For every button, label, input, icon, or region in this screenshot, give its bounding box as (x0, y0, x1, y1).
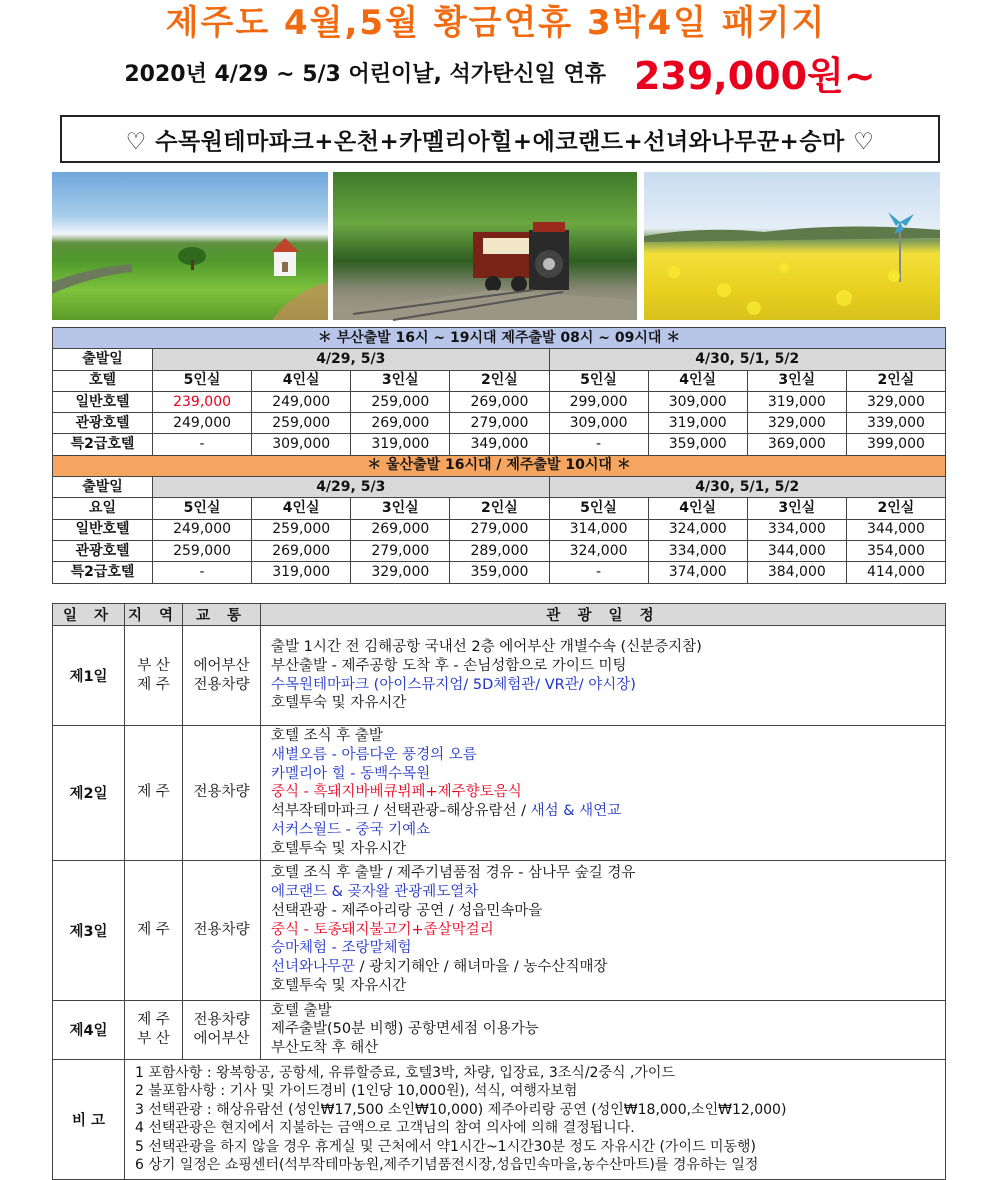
notes-row: 비 고 1 포함사항 : 왕복항공, 공항세, 유류할증료, 호텔3박, 차량, 입장료, 3조식/2중식 ,가이드 2 불포함사항 : 기사 및 가이드경비 (1인당 10,000원), 석식, 여행자보험 3 선택관광 : 해상유람선 (성인₩17,500 소인₩10,000) 제주아리랑 공연 (성인₩18,000,소인₩12,000) 4 선택관광은 현지에서 지불하는 금액으로 고객님의 참여 의사에 의해 결정됩니다. 5 선택관광을 하지 않을 경우 휴게실 및 근처에서 약1시간~1시간30분 정도 자유시간 (가이드 미동행) 6 상기 일정은 쇼핑센터(석부작테마농원,제주기념품전시장,성읍민속마을,농수산마트)를 경유하는 일정 (53, 1059, 946, 1179)
ulsan-row-tourist: 관광호텔 259,000 269,000 279,000 289,000 324,000 334,000 344,000 354,000 (53, 540, 946, 561)
busan-room-row: 호텔 5인실 4인실 3인실 2인실 5인실 4인실 3인실 2인실 (53, 370, 946, 391)
route-summary: ♡ 수목원테마파크+온천+카멜리아힐+에코랜드+선녀와나무꾼+승마 ♡ (60, 115, 940, 163)
day-1-row: 제1일 부 산 제 주 에어부산 전용차량 출발 1시간 전 김해공항 국내선 2층 에어부산 개별수속 (신분증지참) 부산출발 - 제주공항 도착 후 - 손님성함으로 가이드 미팅 수목원테마파크 (아이스뮤지엄/ 5D체험관/ VR관/ 야시장) 호텔투숙 및 자유시간 (53, 626, 946, 726)
canola-photo (644, 172, 940, 320)
itinerary-table (52, 603, 946, 1180)
day-1-schedule: 출발 1시간 전 김해공항 국내선 2층 에어부산 개별수속 (신분증지참) 부산출발 - 제주공항 도착 후 - 손님성함으로 가이드 미팅 수목원테마파크 (아이스뮤지엄/ 5D체험관/ VR관/ 야시장) 호텔투숙 및 자유시간 (261, 626, 946, 726)
starting-price: 239,000원~ (633, 53, 876, 98)
day-4-schedule: 호텔 출발 제주출발(50분 비행) 공항면세점 이용가능 부산도착 후 해산 (261, 1000, 946, 1059)
train-photo (333, 172, 637, 320)
page-title: 제주도 4월,5월 황금연휴 3박4일 패키지 (165, 3, 827, 43)
day-3-row: 제3일 제 주 전용차량 호텔 조식 후 출발 / 제주기념품점 경유 - 삼나무 숲길 경유 에코랜드 & 곶자왈 관광궤도열차 선택관광 - 제주아리랑 공연 / 성읍민속마을 중식 - 토종돼지불고기+좁살막걸리 승마체험 - 조랑말체험 선녀와나무꾼 / 광치기해안 / 해녀마을 / 농수산직매장 호텔투숙 및 자유시간 (53, 860, 946, 1000)
meadow-photo (52, 172, 328, 320)
notes-list: 1 포함사항 : 왕복항공, 공항세, 유류할증료, 호텔3박, 차량, 입장료, 3조식/2중식 ,가이드 2 불포함사항 : 기사 및 가이드경비 (1인당 10,000원), 석식, 여행자보험 3 선택관광 : 해상유람선 (성인₩17,500 소인₩10,000) 제주아리랑 공연 (성인₩18,000,소인₩12,000) 4 선택관광은 현지에서 지불하는 금액으로 고객님의 참여 의사에 의해 결정됩니다. 5 선택관광을 하지 않을 경우 휴게실 및 근처에서 약1시간~1시간30분 정도 자유시간 (가이드 미동행) 6 상기 일정은 쇼핑센터(석부작테마농원,제주기념품전시장,성읍민속마을,농수산마트)를 경유하는 일정 (125, 1059, 946, 1179)
itinerary-header-row: 일 자 지 역 교 통 관 광 일 정 (53, 604, 946, 626)
day-4-row: 제4일 제 주 부 산 전용차량 에어부산 호텔 출발 제주출발(50분 비행) 공항면세점 이용가능 부산도착 후 해산 (53, 1000, 946, 1059)
ulsan-row-deluxe: 특2급호텔 - 319,000 329,000 359,000 - 374,000 384,000 414,000 (53, 562, 946, 583)
ulsan-room-row: 요일 5인실 4인실 3인실 2인실 5인실 4인실 3인실 2인실 (53, 498, 946, 519)
busan-header: ＊ 부산출발 16시 ~ 19시대 제주출발 08시 ~ 09시대 ＊ (53, 328, 946, 349)
ulsan-row-standard: 일반호텔 249,000 259,000 269,000 279,000 314,000 324,000 334,000 344,000 (53, 519, 946, 540)
busan-row-deluxe: 특2급호텔 - 309,000 319,000 349,000 - 359,000 369,000 399,000 (53, 434, 946, 455)
ulsan-header: ＊ 울산출발 16시대 / 제주출발 10시대 ＊ (53, 455, 946, 476)
busan-row-tourist: 관광호텔 249,000 259,000 269,000 279,000 309,000 319,000 329,000 339,000 (53, 413, 946, 434)
ulsan-header-row (53, 455, 946, 476)
day-2-row: 제2일 제 주 전용차량 호텔 조식 후 출발 새별오름 - 아름다운 풍경의 오름 카멜리아 힐 - 동백수목원 중식 - 흑돼지바베큐뷔페+제주향토음식 석부작테마파크 / 선택관광–해상유람선 / 새섬 & 새연교 서커스월드 - 중국 기예쇼 호텔투숙 및 자유시간 (53, 726, 946, 861)
busan-date-row: 출발일 4/29, 5/3 4/30, 5/1, 5/2 (53, 349, 946, 370)
price-table (52, 327, 946, 584)
travel-dates: 2020년 4/29 ~ 5/3 어린이날, 석가탄신일 연휴 (124, 61, 606, 87)
day-2-schedule: 호텔 조식 후 출발 새별오름 - 아름다운 풍경의 오름 카멜리아 힐 - 동백수목원 중식 - 흑돼지바베큐뷔페+제주향토음식 석부작테마파크 / 선택관광–해상유람선 / 새섬 & 새연교 서커스월드 - 중국 기예쇼 호텔투숙 및 자유시간 (261, 726, 946, 861)
ulsan-date-row: 출발일 4/29, 5/3 4/30, 5/1, 5/2 (53, 477, 946, 498)
busan-header-row (53, 328, 946, 349)
busan-row-standard: 일반호텔 239,000 249,000 259,000 269,000 299,000 309,000 319,000 329,000 (53, 391, 946, 412)
day-3-schedule: 호텔 조식 후 출발 / 제주기념품점 경유 - 삼나무 숲길 경유 에코랜드 & 곶자왈 관광궤도열차 선택관광 - 제주아리랑 공연 / 성읍민속마을 중식 - 토종돼지불고기+좁살막걸리 승마체험 - 조랑말체험 선녀와나무꾼 / 광치기해안 / 해녀마을 / 농수산직매장 호텔투숙 및 자유시간 (261, 860, 946, 1000)
subtitle (60, 48, 940, 96)
